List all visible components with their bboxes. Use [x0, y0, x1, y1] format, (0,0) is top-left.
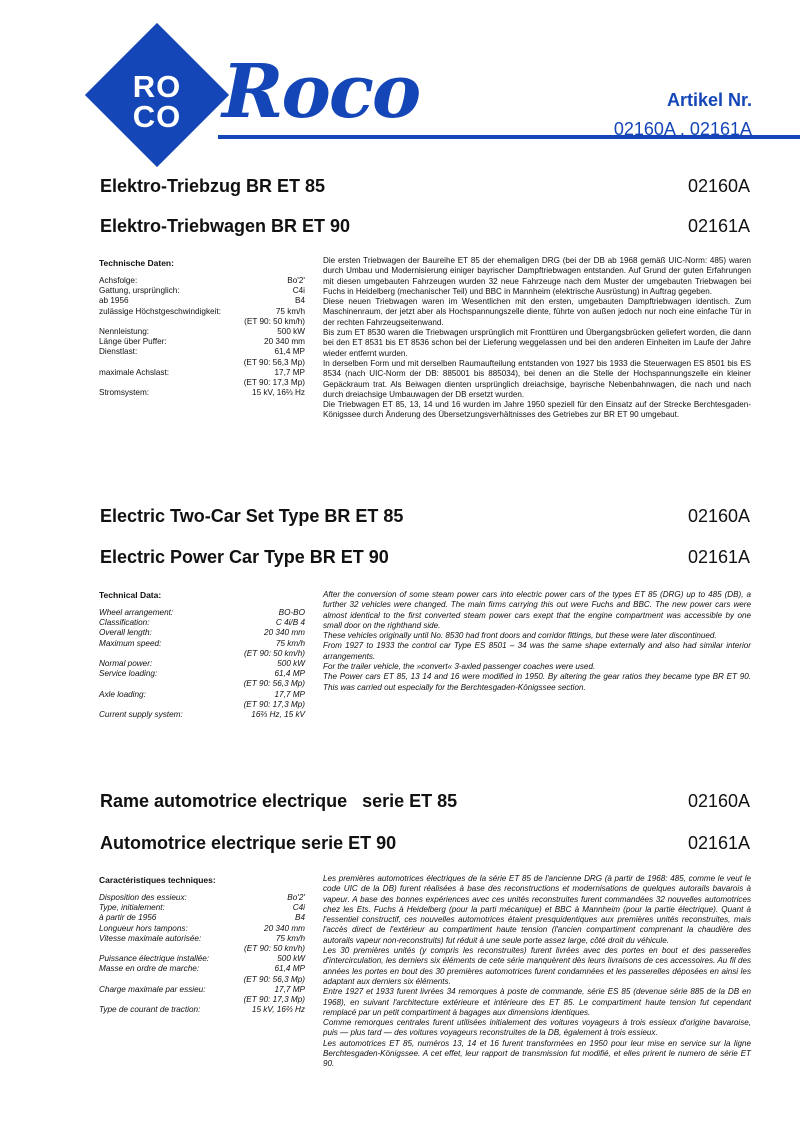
paragraph: Entre 1927 et 1933 furent livrées 34 remorques à poste de commande, série ES 85 (devenue série 885 de la DB en 1968), en suivant l'architecture extérieure et intérieure des ET 85. Le compartiment haute tension fut cependant remplacé par un petit compartiment à bagages aux dimensions identiques. [323, 987, 751, 1017]
english-article-number-1: 02160A [687, 506, 750, 526]
german-article-number-1: 02160A [687, 176, 750, 196]
spec-row: (ET 90: 17,3 Mp) [243, 995, 305, 1005]
spec-row: Current supply system: 16⅔ Hz, 15 kV [99, 710, 305, 720]
spec-row: (ET 90: 56,3 Mp) [243, 679, 305, 689]
english-article-number-2: 02161A [687, 547, 750, 567]
spec-row: Classification: C 4i/B 4 [99, 618, 305, 628]
paragraph: Les premières automotrices électriques de la série ET 85 de l'ancienne DRG (à partir de 1968: 485, comme le veut le code UIC de la DB) furent réalisées à base des reconstructions et modernisations de quelques autorails bavarois à vapeur. A base des bonnes expériences avec ces unités reconstruites furent commandées 32 nouvelles automotrices chez les Ets. Fuchs à Heidelberg (pour la parti mécanique) et BBC à Mannheim (pour la partie électrique). Quant à l'essentiel constructif, ces nouvelles automotrices étaient presquidentiques aux premières unités reconstruites, mais l'accès direct de l'extérieur au compartiment haute tension (l'ancien compartiment comprenant la chaudière des autorails vapeur non-reconstruits) fut réduit à une seule porte assez large, côté droit du véhicule. [323, 874, 751, 945]
logo-letters-line2: CO [132, 99, 182, 134]
spec-row: zulässige Höchstgeschwindigkeit: 75 km/h [99, 306, 305, 316]
english-spec-title: Technical Data: [99, 590, 162, 600]
spec-row: Länge über Puffer: 20 340 mm [99, 337, 305, 347]
french-spec-list [99, 893, 305, 1015]
spec-row: Achsfolge: Bo'2' [99, 276, 305, 285]
paragraph: For the trailer vehicle, the »convert« 3-axled passenger coaches were used. [323, 662, 596, 672]
french-body-text [323, 874, 751, 1070]
french-title-1: Rame automotrice electrique serie ET 85 [100, 791, 458, 811]
spec-row: Charge maximale par essieu: 17,7 MP [99, 984, 305, 994]
paragraph: From 1927 to 1933 the control car Type ES 8501 – 34 was the same shape externally and also had similar interior arrangements. [323, 641, 751, 661]
german-title-1: Elektro-Triebzug BR ET 85 [100, 176, 326, 196]
logo-letters [113, 69, 201, 134]
paragraph: The Power cars ET 85, 13 14 and 16 were modified in 1950. By altering the gear ratios they became type BR ET 90. This was carried out especially for the Berchtesgaden-Königssee section. [323, 672, 751, 692]
spec-row: (ET 90: 17,3 Mp) [243, 699, 305, 709]
spec-row: Overall length: 20 340 mm [99, 628, 305, 638]
english-title-2: Electric Power Car Type BR ET 90 [100, 547, 389, 567]
artikel-label: Artikel Nr. [666, 90, 752, 110]
french-article-number-2: 02161A [687, 833, 750, 853]
english-spec-list [99, 608, 305, 720]
spec-row: Service loading: 61,4 MP [99, 669, 305, 679]
spec-row: Longueur hors tampons: 20 340 mm [99, 923, 305, 933]
paragraph: Diese neuen Triebwagen waren im Wesentlichen mit den ersten, umgebauten Dampftriebwagen identisch. Zum Maschinenraum, der jetzt aber als Hochspannungszelle diente, führte von außen jedoch nur noch eine einfache Tür in der rechten Fahrzeugseitenwand. [323, 297, 751, 327]
spec-row: Wheel arrangement: BO-BO [99, 608, 305, 617]
paragraph: Die ersten Triebwagen der Baureihe ET 85 der ehemaligen DRG (bei der DB ab 1968 gemäß UIC-Norm: 485) waren durch Umbau und Modernisierung einiger bayrischer Dampftriebwagen entstanden. Auf Grund der guten Erfahrungen mit diesen umgebauten Fahrzeugen wurden 32 neue Fahrzeuge nach dem Muster der umgebauten Triebwagen bei Fuchs in Heidelberg (mechanischer Teil) und BBC in Mannheim (elektrische Ausrüstung) in Auftrag gegeben. [323, 256, 751, 296]
spec-row: Maximum speed: 75 km/h [99, 638, 305, 648]
paragraph: After the conversion of some steam power cars into electric power cars of the types ET 85 (DRG) up to 485 (DB), a further 32 vehicles were changed. The main firms carrying this out were Fuchs and BBC. The new power cars were almost identical to the first converted steam power cars exept that the engine compartment was accessible by one small door on the righthand side. [323, 590, 751, 630]
paragraph: In derselben Form und mit derselben Raumaufteilung entstanden von 1927 bis 1933 die Steuerwagen ES 8501 bis ES 8534 (nach UIC-Norm der DB: 885001 bis 885034), bei denen an die Stelle der Hochspannungszelle ein kleiner Gepäckraum trat. Als Beiwagen dienten ursprünglich dreiachsige, bayrische Nebenbahnwagen, die nach und nach durch dreiachsige Umbauwagen der DB ersetzt wurden. [323, 358, 751, 399]
german-title-2: Elektro-Triebwagen BR ET 90 [100, 216, 351, 236]
paragraph: Les 30 premières unités (y compris les reconstruites) furent livrées avec des portes en bout et des passerelles d'intercirculation, les derniers six éléments de cete série manquèrent dès leurs livraisons de ces accessoires. Au fil des années les portes en bout des 30 premières automotrices furent condamnées et les passerelles déposées en ainsi les adaptant aux derniers six éléments. [323, 946, 751, 986]
paragraph: Comme remorques centrales furent utilisées initialement des voitures voyageurs à trois essieux d'origine bavaroise, puis — plus tard — des voitures voyageurs reconstruites de la DB, également à trois essieux. [323, 1018, 751, 1038]
spec-row: Type, initialement: C4i [99, 903, 305, 913]
spec-row: Normal power: 500 kW [99, 659, 305, 669]
spec-row: Type de courant de traction: 15 kV, 16⅔ Hz [99, 1005, 305, 1015]
spec-row: à partir de 1956 B4 [99, 913, 305, 923]
spec-row: (ET 90: 50 km/h) [244, 648, 305, 658]
french-spec-title: Caractéristiques techniques: [99, 875, 216, 885]
german-article-number-2: 02161A [687, 216, 750, 236]
spec-row: (ET 90: 50 km/h) [244, 316, 305, 326]
artikel-numbers: 02160A , 02161A [613, 119, 752, 139]
paragraph: Die Triebwagen ET 85, 13, 14 und 16 wurden im Jahre 1950 speziell für den Einsatz auf der Strecke Berchtesgaden-Königssee durch Änderung des Übersetzungsverhältnisses des Getriebes zur BR ET 90 umgebaut. [323, 400, 751, 420]
spec-row: (ET 90: 56,3 Mp) [243, 357, 305, 367]
spec-row: maximale Achslast: 17,7 MP [99, 367, 305, 377]
french-title-2: Automotrice electrique serie ET 90 [100, 833, 397, 853]
paragraph: These vehicles originally until No. 8530 had front doors and corridor fittings, but these were later discontinued. [323, 631, 717, 641]
paragraph: Les automotrices ET 85, numéros 13, 14 et 16 furent transformées en 1950 pour leur mise en service sur la ligne Berchtesgaden-Königssee. A cet effet, leur rapport de transmission fut modifié, et elles prirent le numero de série ET 90. [323, 1038, 751, 1069]
spec-row: Disposition des essieux: Bo'2' [99, 893, 305, 902]
spec-row: (ET 90: 56,3 Mp) [243, 974, 305, 984]
english-body-text [323, 590, 751, 693]
spec-row: Dienstlast: 61,4 MP [99, 347, 305, 357]
spec-row: Stromsystem: 15 kV, 16⅔ Hz [99, 388, 305, 398]
brand-name: Roco [222, 49, 420, 135]
spec-row: Vitesse maximale autorisée: 75 km/h [99, 933, 305, 943]
german-spec-list [99, 276, 305, 398]
spec-row: Nennleistung: 500 kW [99, 327, 305, 337]
german-body-text [323, 256, 751, 421]
spec-row: ab 1956 B4 [99, 296, 305, 306]
logo-letters-line1: RO [132, 69, 182, 104]
spec-row: (ET 90: 17,3 Mp) [243, 378, 305, 388]
spec-row: Axle loading: 17,7 MP [99, 689, 305, 699]
english-title-1: Electric Two-Car Set Type BR ET 85 [100, 506, 404, 526]
spec-row: (ET 90: 50 km/h) [244, 944, 305, 954]
german-spec-title: Technische Daten: [99, 258, 174, 268]
spec-row: Gattung, ursprünglich: C4i [99, 286, 305, 296]
spec-row: Masse en ordre de marche: 61,4 MP [99, 964, 305, 974]
french-article-number-1: 02160A [687, 791, 750, 811]
paragraph: Bis zum ET 8530 waren die Triebwagen ursprünglich mit Fronttüren und Übergangsbrücken geliefert worden, die dann bei den ET 8531 bis ET 8536 schon bei der Lieferung weggelassen und bei den anderen Einheiten im Laufe der Jahre wieder entfernt wurden. [323, 328, 751, 358]
spec-row: Puissance électrique installée: 500 kW [99, 954, 305, 964]
